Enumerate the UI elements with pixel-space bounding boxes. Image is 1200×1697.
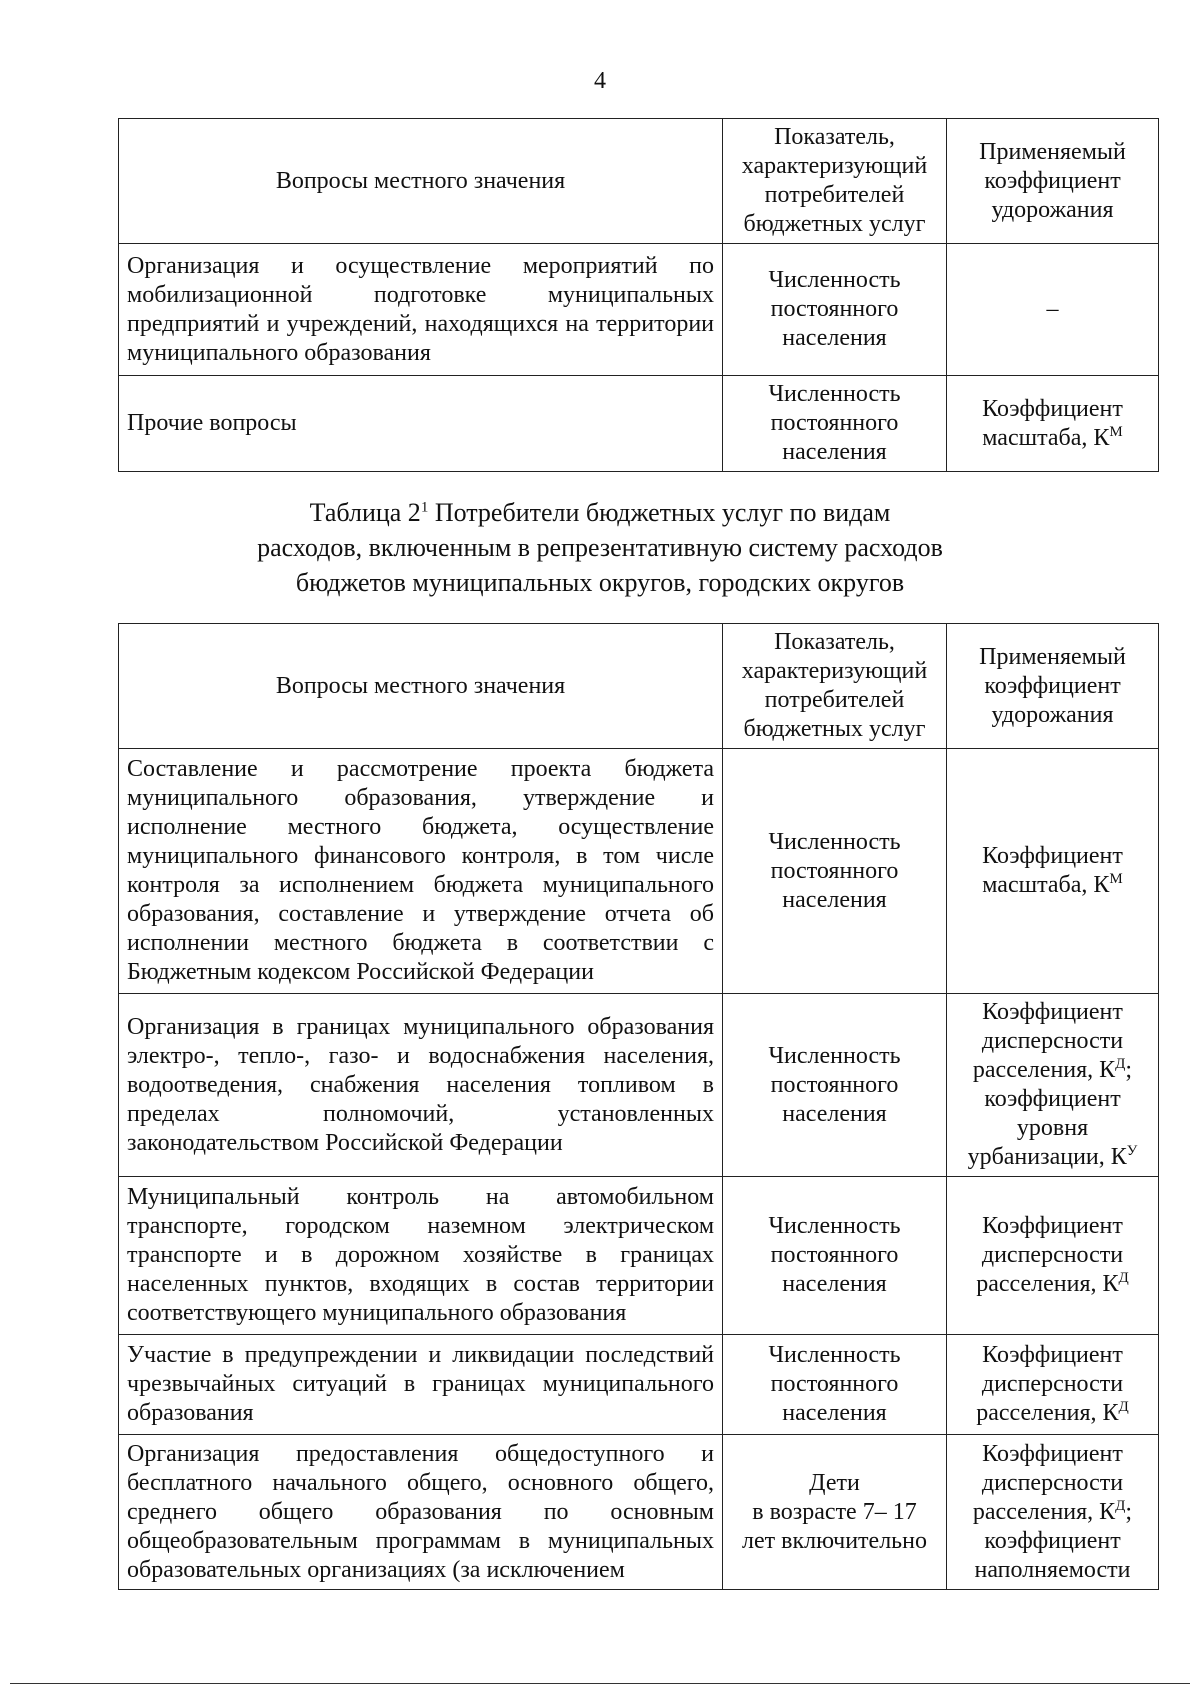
coefficient-line: дисперсности bbox=[981, 1242, 1124, 1268]
header-line: бюджетных услуг bbox=[743, 211, 926, 237]
coefficient-cell: – bbox=[947, 244, 1159, 376]
coefficient-line: наполняемости bbox=[974, 1556, 1131, 1583]
caption-line: расходов, включенным в репрезентативную систему расходов bbox=[257, 533, 943, 562]
table-row bbox=[119, 1335, 1159, 1435]
indicator-line: Численность bbox=[768, 1042, 901, 1069]
coefficient-line: коэффициент bbox=[984, 1086, 1121, 1112]
coefficient-cell bbox=[947, 749, 1159, 994]
coefficient-cell bbox=[947, 1435, 1159, 1590]
coefficient-superscript: Д bbox=[1118, 1270, 1129, 1286]
caption-line: бюджетов муниципальных округов, городских округов bbox=[295, 568, 905, 597]
indicator-line: Численность bbox=[768, 1213, 901, 1239]
coefficient-superscript: М bbox=[1109, 871, 1123, 887]
header-line: коэффициент bbox=[984, 167, 1121, 194]
indicator-cell bbox=[723, 1335, 947, 1435]
coefficient-text: урбанизации, К bbox=[967, 1144, 1127, 1170]
indicator-line: населения bbox=[782, 325, 887, 351]
indicator-line: Численность bbox=[768, 381, 901, 407]
coefficient-cell bbox=[947, 376, 1159, 472]
header-line: удорожания bbox=[991, 701, 1114, 728]
header-line: характеризующий bbox=[741, 658, 928, 684]
header-local-issues: Вопросы местного значения bbox=[119, 119, 723, 244]
indicator-line: населения bbox=[782, 439, 887, 465]
coefficient-text: расселения, К bbox=[976, 1400, 1119, 1426]
table-row bbox=[119, 376, 1159, 472]
coefficient-line: дисперсности bbox=[981, 1371, 1124, 1397]
coefficient-line bbox=[955, 1143, 1150, 1172]
header-line: характеризующий bbox=[741, 153, 928, 179]
table-continued bbox=[118, 118, 1159, 472]
indicator-line: постоянного bbox=[770, 1071, 899, 1098]
header-line: Применяемый bbox=[979, 138, 1126, 165]
header-local-issues: Вопросы местного значения bbox=[119, 624, 723, 749]
issue-cell: Муниципальный контроль на автомобильном транспорте, городском наземном электрическом транспорте и в дорожном хозяйстве в границах населенных пунктов, входящих в состав территории соответствующего муниципального образования bbox=[119, 1177, 723, 1335]
indicator-line: Численность bbox=[768, 1342, 901, 1368]
coefficient-line bbox=[955, 1498, 1150, 1527]
coefficient-text: ; bbox=[1125, 1057, 1133, 1083]
coefficient-line bbox=[955, 1056, 1150, 1085]
coefficient-superscript: У bbox=[1126, 1143, 1138, 1159]
header-line: Показатель, bbox=[774, 124, 895, 150]
indicator-line: в возрасте 7– 17 bbox=[752, 1498, 917, 1525]
coefficient-line bbox=[955, 871, 1150, 900]
table-caption bbox=[0, 495, 1200, 600]
issue-cell: Участие в предупреждении и ликвидации последствий чрезвычайных ситуаций в границах муниципального образования bbox=[119, 1335, 723, 1435]
indicator-line: населения bbox=[782, 1400, 887, 1426]
caption-text: Таблица 2 bbox=[309, 498, 421, 527]
header-coefficient bbox=[947, 624, 1159, 749]
coefficient-line: дисперсности bbox=[981, 1028, 1124, 1054]
issue-cell: Прочие вопросы bbox=[119, 376, 723, 472]
coefficient-text: расселения, К bbox=[972, 1498, 1116, 1525]
table-header-row bbox=[119, 119, 1159, 244]
coefficient-text: масштаба, К bbox=[982, 424, 1110, 451]
indicator-line: постоянного bbox=[770, 410, 899, 436]
caption-text: Потребители бюджетных услуг по видам bbox=[428, 498, 891, 527]
indicator-line: постоянного bbox=[770, 1242, 899, 1268]
coefficient-cell bbox=[947, 994, 1159, 1177]
issue-cell: Организация в границах муниципального образования электро-, тепло-, газо- и водоснабжения населения, водоотведения, снабжения населения топливом в пределах полномочий, установленных законодательством Российской Федерации bbox=[119, 994, 723, 1177]
indicator-line: населения bbox=[782, 886, 887, 913]
header-line: удорожания bbox=[991, 196, 1114, 223]
indicator-line: населения bbox=[782, 1271, 887, 1297]
table-row bbox=[119, 994, 1159, 1177]
coefficient-line: Коэффициент bbox=[982, 1342, 1123, 1368]
indicator-line: постоянного bbox=[770, 1371, 899, 1397]
caption-line bbox=[0, 495, 1200, 530]
indicator-line: лет включительно bbox=[742, 1527, 927, 1554]
coefficient-cell bbox=[947, 1335, 1159, 1435]
coefficient-cell bbox=[947, 1177, 1159, 1335]
coefficient-text: ; bbox=[1125, 1498, 1133, 1525]
header-line: Применяемый bbox=[979, 643, 1126, 670]
coefficient-superscript: Д bbox=[1115, 1056, 1126, 1072]
indicator-line: Численность bbox=[768, 828, 901, 855]
header-coefficient bbox=[947, 119, 1159, 244]
indicator-line: постоянного bbox=[770, 296, 899, 322]
header-line: бюджетных услуг bbox=[743, 716, 926, 742]
header-line: потребителей bbox=[764, 687, 905, 713]
coefficient-line: Коэффициент bbox=[982, 843, 1123, 869]
coefficient-line: Коэффициент bbox=[982, 999, 1123, 1025]
table-row bbox=[119, 749, 1159, 994]
header-indicator bbox=[723, 119, 947, 244]
issue-cell: Составление и рассмотрение проекта бюджета муниципального образования, утверждение и исполнение местного бюджета, осуществление муниципального финансового контроля, в том числе контроля за исполнением бюджета муниципального образования, составление и утверждение отчета об исполнении местного бюджета в соответствии с Бюджетным кодексом Российской Федерации bbox=[119, 749, 723, 994]
footer-rule bbox=[10, 1683, 1190, 1684]
issue-cell: Организация и осуществление мероприятий по мобилизационной подготовке муниципальных предприятий и учреждений, находящихся на территории муниципального образования bbox=[119, 244, 723, 376]
coefficient-superscript: Д bbox=[1118, 1399, 1129, 1415]
coefficient-line: коэффициент bbox=[984, 1527, 1121, 1554]
indicator-cell bbox=[723, 1177, 947, 1335]
coefficient-line bbox=[955, 1399, 1150, 1428]
coefficient-text: расселения, К bbox=[976, 1271, 1119, 1297]
header-line: коэффициент bbox=[984, 672, 1121, 699]
indicator-cell bbox=[723, 244, 947, 376]
indicator-cell bbox=[723, 1435, 947, 1590]
indicator-cell bbox=[723, 749, 947, 994]
coefficient-line: Коэффициент bbox=[982, 395, 1123, 422]
indicator-cell bbox=[723, 376, 947, 472]
coefficient-text: расселения, К bbox=[972, 1057, 1116, 1083]
caption-superscript: 1 bbox=[420, 499, 429, 516]
table-row bbox=[119, 1435, 1159, 1590]
coefficient-line: дисперсности bbox=[981, 1469, 1124, 1496]
coefficient-superscript: Д bbox=[1115, 1497, 1126, 1514]
page-number: 4 bbox=[594, 68, 606, 94]
indicator-line: Дети bbox=[809, 1469, 860, 1496]
issue-cell: Организация предоставления общедоступного и бесплатного начального общего, основного общего, среднего общего образования по основным общеобразовательным программам в муниципальных образовательных организациях (за исключением bbox=[119, 1435, 723, 1590]
table-header-row bbox=[119, 624, 1159, 749]
table-row bbox=[119, 1177, 1159, 1335]
coefficient-line: уровня bbox=[1016, 1115, 1089, 1141]
coefficient-superscript: М bbox=[1109, 423, 1123, 440]
table-row bbox=[119, 244, 1159, 376]
coefficient-line bbox=[955, 1270, 1150, 1299]
coefficient-text: масштаба, К bbox=[982, 872, 1110, 898]
indicator-cell bbox=[723, 994, 947, 1177]
indicator-line: населения bbox=[782, 1100, 887, 1127]
coefficient-line: Коэффициент bbox=[982, 1213, 1123, 1239]
header-line: Показатель, bbox=[774, 629, 895, 655]
header-line: потребителей bbox=[764, 182, 905, 208]
indicator-line: постоянного bbox=[770, 857, 899, 884]
header-indicator bbox=[723, 624, 947, 749]
table-2 bbox=[118, 623, 1159, 1590]
indicator-line: Численность bbox=[768, 267, 901, 293]
coefficient-line bbox=[955, 424, 1150, 453]
coefficient-line: Коэффициент bbox=[982, 1440, 1123, 1467]
